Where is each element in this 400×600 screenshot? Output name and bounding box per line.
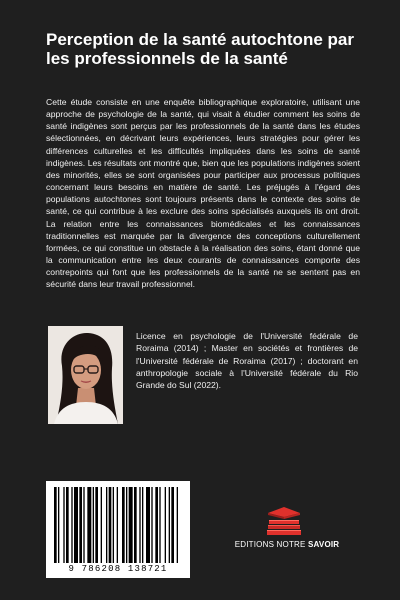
barcode-bar [171, 487, 174, 563]
barcode-bar [134, 487, 137, 563]
barcode-bar [151, 487, 152, 563]
barcode-bar [165, 487, 166, 563]
barcode-bar [87, 487, 91, 563]
barcode-bar [146, 487, 150, 563]
publisher-middle: NOTRE [276, 540, 308, 549]
publisher-brand: SAVOIR [307, 540, 340, 549]
barcode-bar [93, 487, 94, 563]
barcode-bar [58, 487, 59, 563]
barcode-bar [83, 487, 84, 563]
barcode-bar [139, 487, 140, 563]
barcode-bar [142, 487, 143, 563]
author-photo [48, 326, 123, 424]
barcode-bar [113, 487, 114, 563]
barcode-bar [74, 487, 78, 563]
barcode-bar [169, 487, 170, 563]
barcode-bar [79, 487, 82, 563]
barcode-bar [126, 487, 127, 563]
book-summary: Cette étude consiste en une enquête bibliographique exploratoire, utilisant une approche de psychologie de la santé, qui visait à étudier comment les soins de santé indigènes sont perçus par les professionnels de la santé dans les études sélectionnées, en décrivant leurs expériences, leurs stratégies pour gérer les différences culturelles et les difficultés impliquées dans les soins de santé indigènes. Les résultats ont montré que, bien que les populations indigènes soient des minorités, elles se sont organisées pour participer aux processus politiques concernant leurs besoins en matière de santé. Les préjugés à l'égard des populations autochtones sont toujours présents dans le contexte des soins de santé, ce qui contribue à les exclure des soins spécialisés auxquels ils ont droit. La relation entre les connaissances biomédicales et les connaissances traditionnelles est marquée par la divergence des conceptions culturellement formées, ce qui constitue un obstacle à la réalisation des soins, étant donné que la communication entre les deux courants de connaissances comporte des contrepoints qui font que les professionnels de la santé ne se sentent pas en sécurité dans leur travail professionnel. [46, 97, 360, 290]
barcode-bar [129, 487, 133, 563]
barcode-bar [117, 487, 118, 563]
author-portrait-image [48, 326, 123, 424]
barcode-bar [122, 487, 125, 563]
author-bio: Licence en psychologie de l'Université fédérale de Roraima (2014) ; Master en sociétés et frontières de l'Université fédérale de Roraima (2017) ; doctorant en anthropologie sociale à l'Université fédérale du Rio Grande do Sul (2022). [136, 331, 358, 391]
barcode-bar [106, 487, 107, 563]
barcode-bar [155, 487, 158, 563]
stacked-books-logo-icon [262, 503, 306, 537]
barcode-bar [63, 487, 64, 563]
barcode-bar [177, 487, 178, 563]
publisher-name [232, 540, 342, 549]
barcode-bar [54, 487, 57, 563]
publisher-prefix: EDITIONS [234, 540, 277, 549]
barcode-bar [95, 487, 98, 563]
barcode-bar [109, 487, 112, 563]
barcode-bars [54, 487, 182, 563]
isbn-barcode [46, 481, 190, 578]
barcode-bar [159, 487, 160, 563]
barcode-bar [66, 487, 69, 563]
book-title: Perception de la santé autochtone par les professionnels de la santé [46, 30, 354, 68]
barcode-bar [71, 487, 72, 563]
isbn-number: 9 786208 138721 [68, 564, 168, 574]
barcode-bar [101, 487, 102, 563]
